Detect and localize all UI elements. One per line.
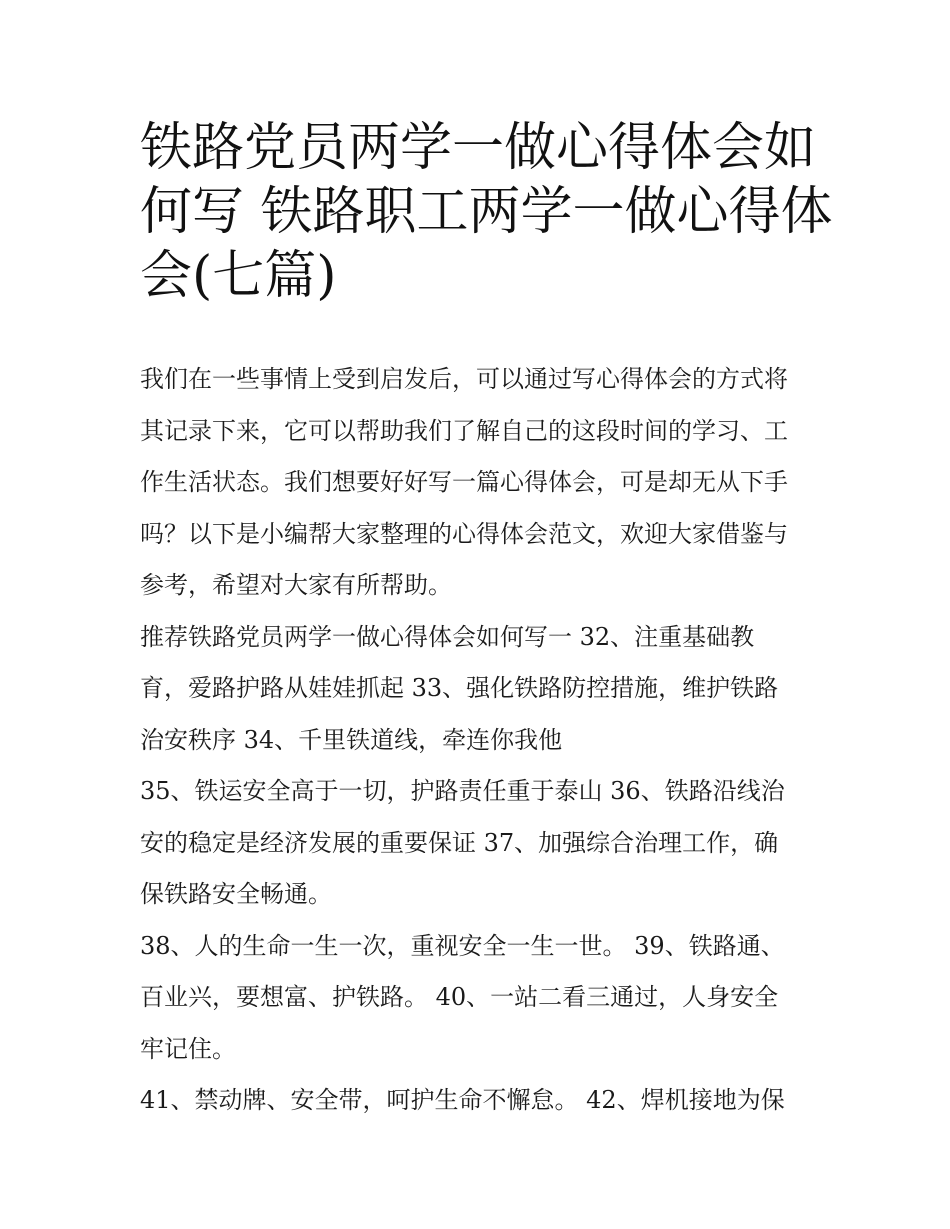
text-line: 百业兴，要想富、护铁路。 40、一站二看三通过，人身安全 — [140, 983, 779, 1011]
slogan-paragraph — [140, 1075, 830, 1127]
title-line: 何写 铁路职工两学一做心得体 — [140, 182, 833, 242]
text-line: 41、禁动牌、安全带，呵护生命不懈怠。 42、焊机接地为保 — [140, 1086, 785, 1114]
text-line: 作生活状态。我们想要好好写一篇心得体会，可是却无从下手 — [140, 468, 788, 496]
text-line: 保铁路安全畅通。 — [140, 880, 332, 908]
text-line: 其记录下来，它可以帮助我们了解自己的这段时间的学习、工 — [140, 416, 788, 445]
text-line: 35、铁运安全高于一切，护路责任重于泰山 36、铁路沿线治 — [140, 777, 785, 805]
slogan-paragraph — [140, 612, 830, 767]
text-line: 治安秩序 34、千里铁道线，牵连你我他 — [140, 725, 563, 754]
title-line: 会(七篇) — [140, 246, 337, 306]
slogan-paragraph — [140, 921, 830, 1076]
text-line: 我们在一些事情上受到启发后，可以通过写心得体会的方式将 — [140, 365, 788, 393]
text-line: 推荐铁路党员两学一做心得体会如何写一 32、注重基础教 — [140, 622, 755, 651]
slogan-paragraph — [140, 766, 830, 921]
intro-paragraph — [140, 354, 830, 612]
text-line: 吗？以下是小编帮大家整理的心得体会范文，欢迎大家借鉴与 — [140, 519, 788, 548]
title-line: 铁路党员两学一做心得体会如 — [140, 118, 817, 178]
document-body — [140, 354, 830, 1127]
text-line: 育，爱路护路从娃娃抓起 33、强化铁路防控措施，维护铁路 — [140, 674, 779, 702]
text-line: 38、人的生命一生一次，重视安全一生一世。 39、铁路通、 — [140, 931, 785, 960]
document-title — [140, 116, 833, 308]
text-line: 安的稳定是经济发展的重要保证 37、加强综合治理工作，确 — [140, 828, 779, 857]
text-line: 参考，希望对大家有所帮助。 — [140, 571, 452, 599]
text-line: 牢记住。 — [140, 1034, 236, 1063]
